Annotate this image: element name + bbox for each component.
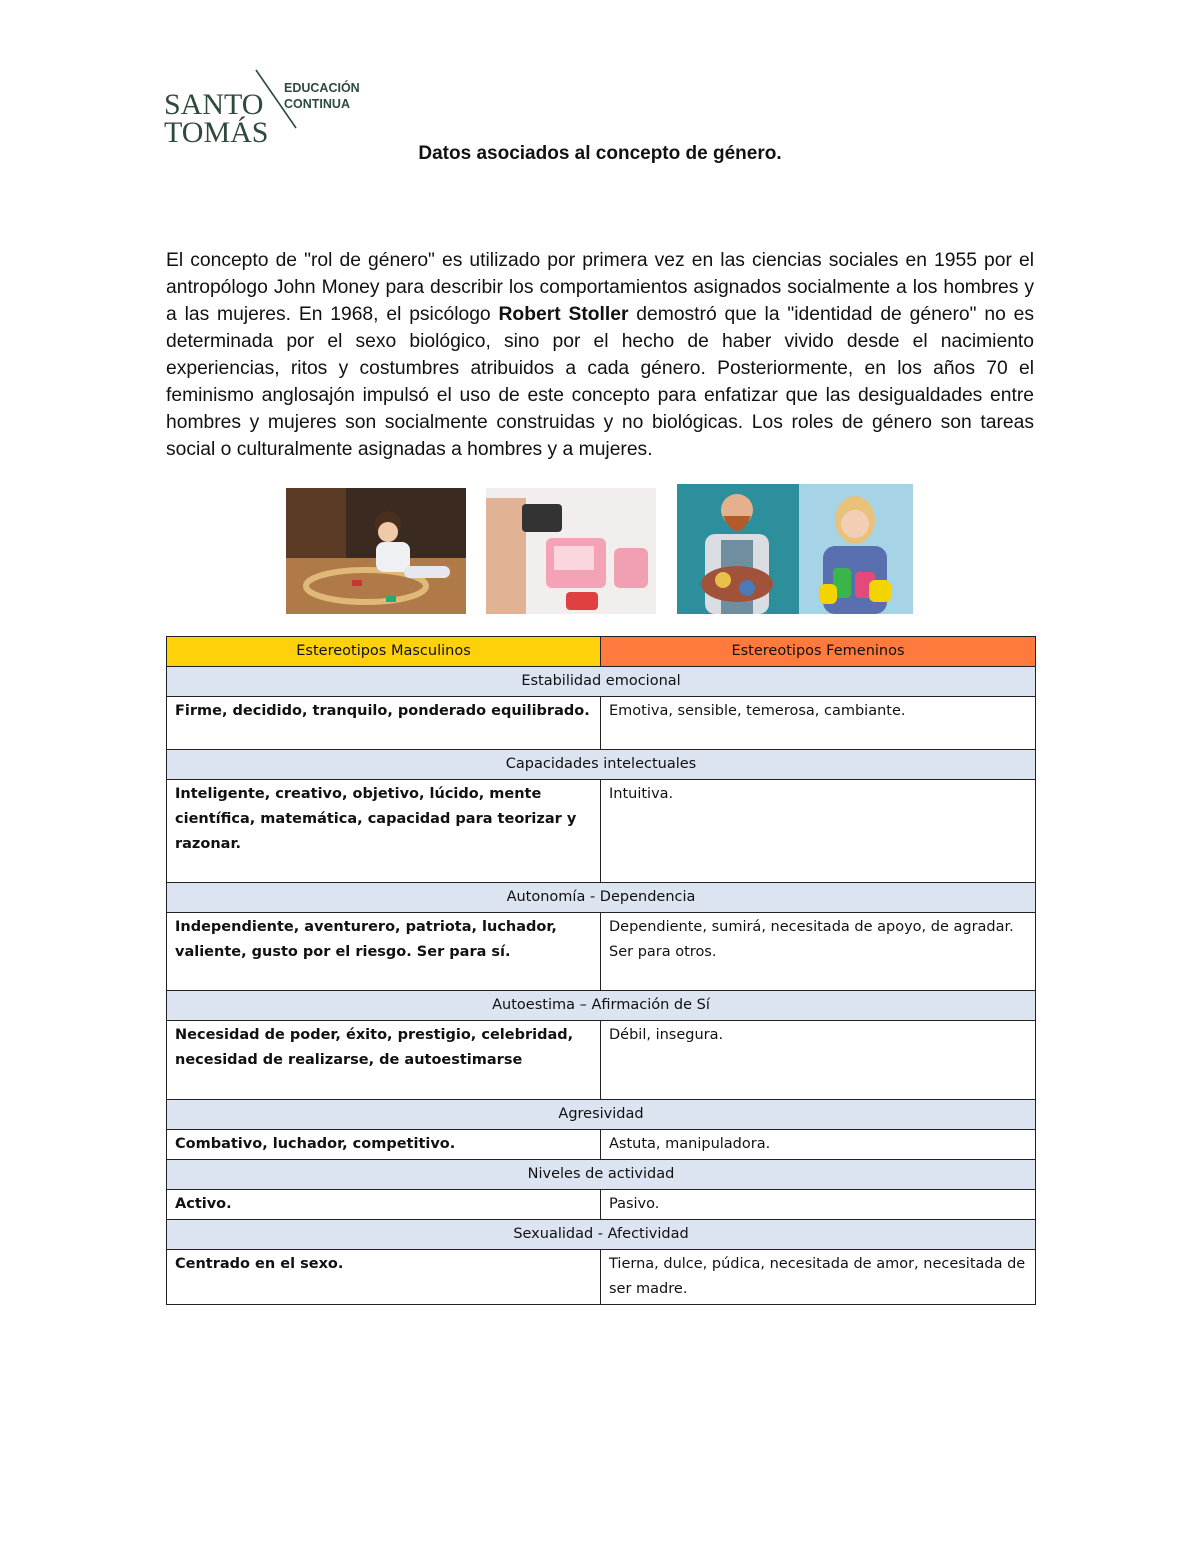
male-trait-cell: Necesidad de poder, éxito, prestigio, celebridad, necesidad de realizarse, de autoestimarse bbox=[167, 1021, 601, 1100]
female-trait-cell: Tierna, dulce, púdica, necesitada de amor, necesitada de ser madre. bbox=[601, 1250, 1036, 1305]
paragraph-text-1: El concepto de "rol de género" es utilizado por primera vez en las ciencias sociales en 1955 por el antropólogo John Money para describir los comportamientos asignados socialmente a los hombres y a las mujeres. En 1968, el psicólogo bbox=[166, 250, 1034, 326]
category-label: Sexualidad - Afectividad bbox=[167, 1220, 1036, 1250]
logo-top-text: SANTO bbox=[164, 88, 264, 121]
male-trait-cell: Independiente, aventurero, patriota, luchador, valiente, gusto por el riesgo. Ser para sí. bbox=[167, 913, 601, 991]
photo-man-with-laundry bbox=[677, 484, 799, 614]
category-row bbox=[167, 667, 1036, 697]
male-trait-cell: Inteligente, creativo, objetivo, lúcido, mente científica, matemática, capacidad para teorizar y razonar. bbox=[167, 780, 601, 883]
table-row bbox=[167, 1250, 1036, 1305]
category-label: Autoestima – Afirmación de Sí bbox=[167, 991, 1036, 1021]
photo-woman-with-cleaning-supplies bbox=[799, 484, 913, 614]
category-row bbox=[167, 883, 1036, 913]
header-male-stereotypes: Estereotipos Masculinos bbox=[167, 637, 601, 667]
category-row bbox=[167, 1220, 1036, 1250]
male-trait-cell: Activo. bbox=[167, 1190, 601, 1220]
male-trait-cell: Firme, decidido, tranquilo, ponderado equilibrado. bbox=[167, 697, 601, 750]
paragraph-bold-name: Robert Stoller bbox=[498, 304, 629, 326]
paragraph-text-2: demostró que la "identidad de género" no es determinada por el sexo biológico, sino por el hecho de haber vivido desde el nacimiento experiencias, ritos y costumbres atribuidos a cada género. Posteriormente, en los años 70 el feminismo anglosajón impulsó el uso de este concepto para enfatizar que las desigualdades entre hombres y mujeres son socialmente construidas y no biológicas. Los roles de género son tareas social o culturalmente asignadas a hombres y a mujeres. bbox=[166, 304, 1034, 460]
logo-bottom-text: TOMÁS bbox=[164, 116, 269, 148]
female-trait-cell: Pasivo. bbox=[601, 1190, 1036, 1220]
female-trait-cell: Débil, insegura. bbox=[601, 1021, 1036, 1100]
table-row bbox=[167, 1021, 1036, 1100]
document-title: Datos asociados al concepto de género. bbox=[418, 143, 782, 164]
male-trait-cell: Combativo, luchador, competitivo. bbox=[167, 1130, 601, 1160]
logo-graphic bbox=[164, 68, 364, 148]
table-header-row bbox=[167, 637, 1036, 667]
female-trait-cell: Astuta, manipuladora. bbox=[601, 1130, 1036, 1160]
photo-child-playing-trains bbox=[286, 488, 466, 614]
category-label: Niveles de actividad bbox=[167, 1160, 1036, 1190]
category-row bbox=[167, 1160, 1036, 1190]
female-trait-cell: Emotiva, sensible, temerosa, cambiante. bbox=[601, 697, 1036, 750]
santo-tomas-logo bbox=[164, 68, 364, 148]
photo-strip bbox=[0, 484, 1200, 616]
stereotypes-table bbox=[166, 636, 1036, 1305]
category-label: Capacidades intelectuales bbox=[167, 750, 1036, 780]
table-row bbox=[167, 1130, 1036, 1160]
logo-tag-education: EDUCACIÓN bbox=[284, 81, 360, 95]
table-row bbox=[167, 697, 1036, 750]
table-row bbox=[167, 780, 1036, 883]
category-label: Autonomía - Dependencia bbox=[167, 883, 1036, 913]
logo-tag-continua: CONTINUA bbox=[284, 97, 350, 111]
photo-pink-toy-register bbox=[486, 488, 656, 614]
table-row bbox=[167, 1190, 1036, 1220]
header-female-stereotypes: Estereotipos Femeninos bbox=[601, 637, 1036, 667]
male-trait-cell: Centrado en el sexo. bbox=[167, 1250, 601, 1305]
female-trait-cell: Intuitiva. bbox=[601, 780, 1036, 883]
category-label: Agresividad bbox=[167, 1100, 1036, 1130]
category-label: Estabilidad emocional bbox=[167, 667, 1036, 697]
category-row bbox=[167, 750, 1036, 780]
category-row bbox=[167, 991, 1036, 1021]
intro-paragraph bbox=[166, 248, 1034, 463]
table-row bbox=[167, 913, 1036, 991]
female-trait-cell: Dependiente, sumirá, necesitada de apoyo, de agradar. Ser para otros. bbox=[601, 913, 1036, 991]
category-row bbox=[167, 1100, 1036, 1130]
